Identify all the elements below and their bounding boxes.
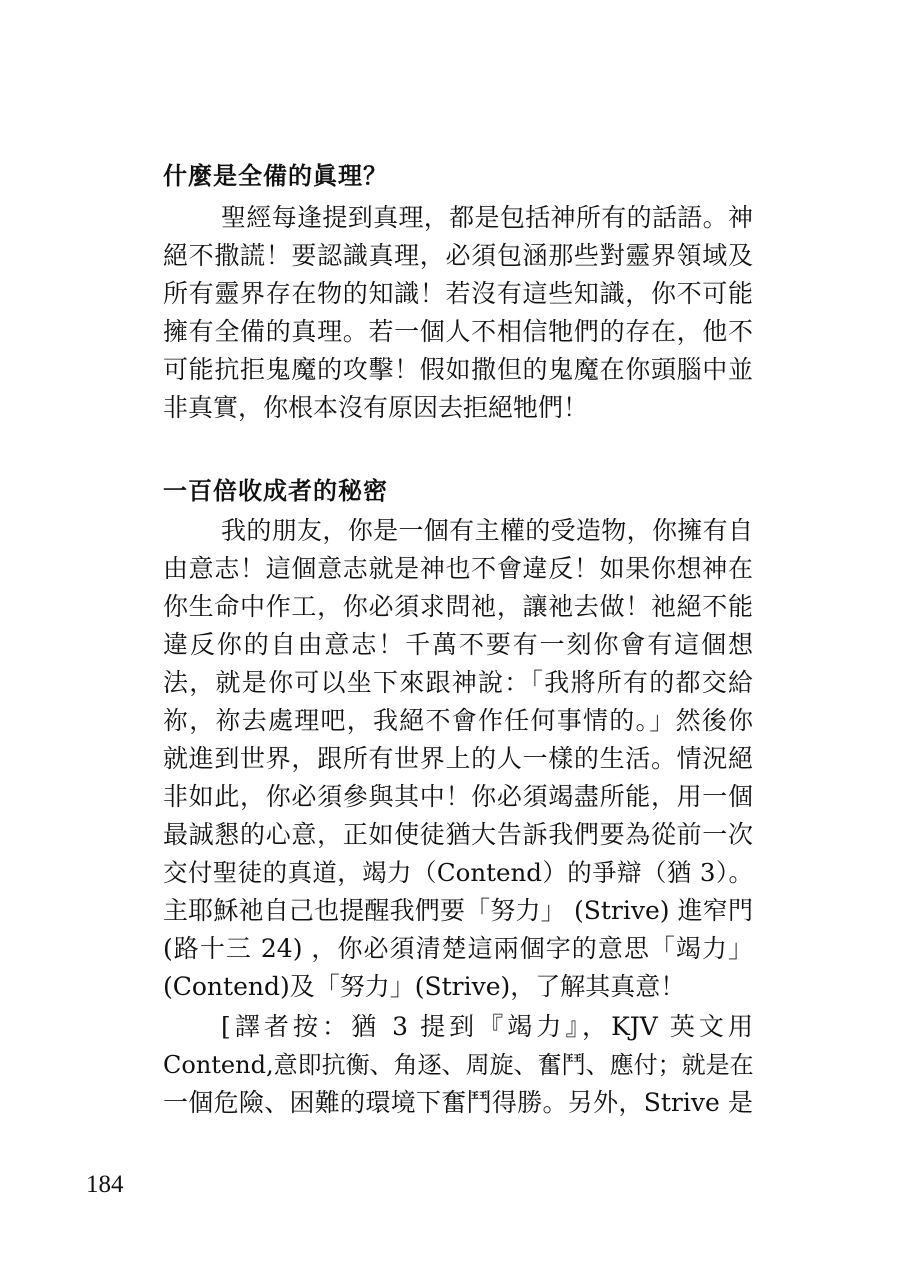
paragraph-line: 絕不撒謊！要認識真理，必須包涵那些對靈界領域及 (163, 241, 753, 270)
paragraph-line: 法，就是你可以坐下來跟神說：「我將所有的都交給 (163, 668, 753, 697)
paragraph-line: 由意志！這個意志就是神也不會違反！如果你想神在 (163, 554, 753, 583)
page-number: 184 (86, 1171, 124, 1198)
paragraph-line: 主耶穌祂自己也提醒我們要「努力」 (Strive) 進窄門 (163, 896, 753, 925)
paragraph-line: 我的朋友，你是一個有主權的受造物，你擁有自 (221, 516, 753, 545)
paragraph-line: 可能抗拒鬼魔的攻擊！假如撒但的鬼魔在你頭腦中並 (163, 355, 753, 384)
paragraph-line: 非如此，你必須參與其中！你必須竭盡所能，用一個 (163, 782, 753, 811)
paragraph-line: 非真實，你根本沒有原因去拒絕牠們！ (163, 393, 589, 422)
section-heading-hundredfold-secret: 一百倍收成者的秘密 (163, 477, 388, 505)
paragraph-line: 擁有全備的真理。若一個人不相信牠們的存在，他不 (163, 317, 753, 346)
translator-note-line: 一個危險、困難的環境下奮鬥得勝。另外，Strive 是 (163, 1088, 753, 1117)
paragraph-line: 祢，祢去處理吧，我絕不會作任何事情的。」然後你 (163, 706, 753, 735)
paragraph-line: 所有靈界存在物的知識！若沒有這些知識，你不可能 (163, 279, 753, 308)
paragraph-line: 就進到世界，跟所有世界上的人一樣的生活。情況絕 (163, 744, 753, 773)
paragraph-line: 違反你的自由意志！千萬不要有一刻你會有這個想 (163, 630, 753, 659)
paragraph-line: 交付聖徒的真道，竭力（Contend）的爭辯（猶 3）。 (163, 858, 753, 887)
paragraph-line: (Contend)及「努力」(Strive)，了解其真意！ (163, 972, 686, 1001)
translator-note-line: Contend,意即抗衡、角逐、周旋、奮鬥、應付；就是在 (163, 1051, 754, 1079)
paragraph-line: (路十三 24) ，你必須清楚這兩個字的意思「竭力」 (163, 934, 753, 963)
paragraph-line: 你生命中作工，你必須求問祂，讓祂去做！祂絕不能 (163, 592, 753, 621)
translator-note-line: [譯者按：猶 3 提到『竭力』，KJV 英文用 (221, 1012, 753, 1041)
section-heading-complete-truth: 什麼是全備的眞理？ (163, 162, 388, 190)
paragraph-line: 聖經每逢提到真理，都是包括神所有的話語。神 (221, 203, 753, 232)
paragraph-line: 最誠懇的心意，正如使徒猶大告訴我們要為從前一次 (163, 820, 753, 849)
